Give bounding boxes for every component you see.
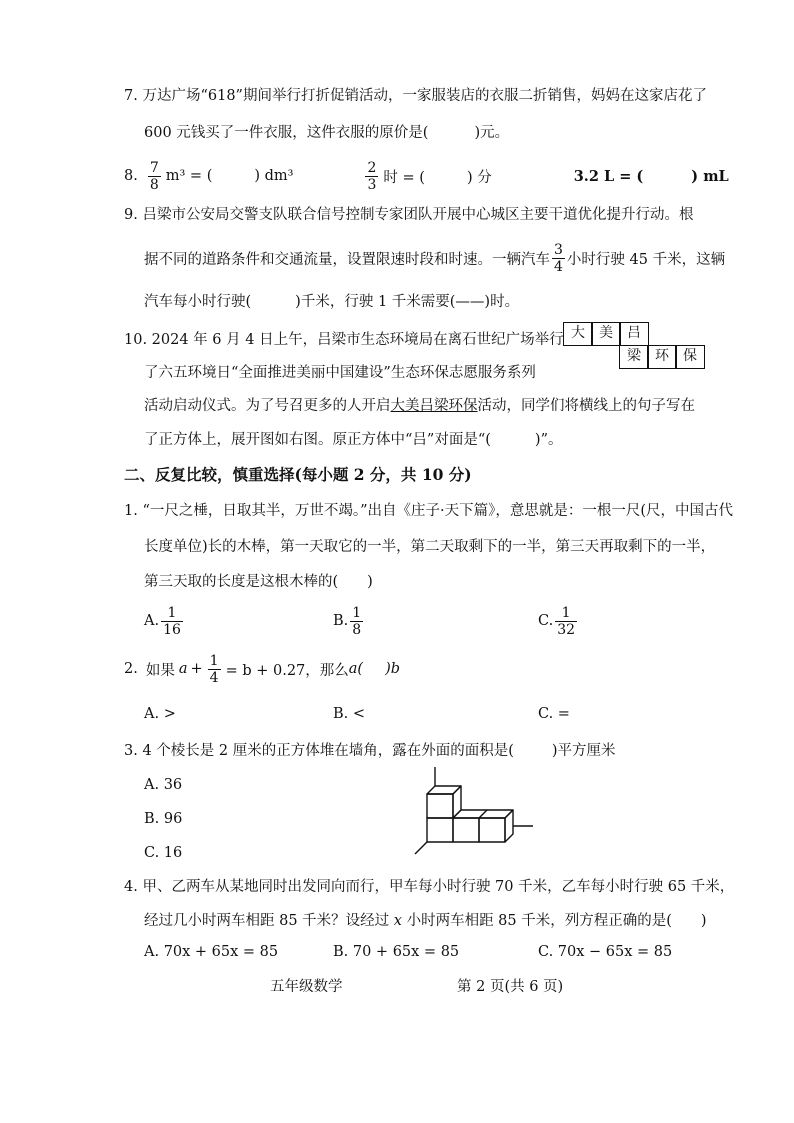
c2-start: 如果 (145, 662, 175, 679)
q10-line3 (144, 394, 695, 415)
c2-var-a: a (178, 661, 188, 677)
c1-c-frac: $\frac{1}{32}$ (557, 604, 576, 638)
c4-option-a[interactable]: A. 70x + 65x = 85 (144, 944, 279, 960)
c1-text2: 长度单位)长的木棒，第一天取它的一半，第二天取剩下的一半，第三天再取剩下的一半， (144, 539, 716, 555)
c3-option-a[interactable]: A. 36 (144, 777, 183, 793)
c4-line1 (124, 875, 734, 896)
q7-text2-end: )元。 (474, 125, 510, 141)
c3-line (124, 739, 616, 760)
q10-text3-underlined: 大美吕梁环保 (390, 398, 478, 414)
c1-number: 1. (124, 503, 138, 519)
q8-frac1: $\frac{7}{8}$ (149, 159, 159, 193)
q9-text1: 吕梁市公安局交警支队联合信号控制专家团队开展中心城区主要干道优化提升行动。根 (142, 207, 694, 223)
q9-number: 9. (124, 207, 138, 223)
footer-page-number: 第 2 页(共 6 页) (457, 979, 564, 995)
q9-text2: 据不同的道路条件和交通流量，设置限速时段和时速。一辆汽车 (144, 251, 550, 268)
c4-text1: 甲、乙两车从某地同时出发同向而行，甲车每小时行驶 70 千米，乙车每小时行驶 65 千米， (142, 879, 735, 895)
q9-frac: $\frac{3}{4}$ (554, 241, 563, 275)
q8-number: 8. (124, 168, 138, 184)
q10-line2 (144, 361, 536, 382)
c3-option-c[interactable]: C. 16 (144, 845, 183, 861)
q10-number: 10. (124, 332, 148, 348)
c1-option-b[interactable] (333, 600, 365, 642)
c1-a-label: A. (144, 613, 160, 629)
net-cell-mei: 美 (591, 322, 621, 346)
c2-option-a[interactable]: A. > (144, 706, 176, 722)
c4-text2: 经过几小时两车相距 85 千米？设经过 (144, 913, 390, 929)
q8-part3-end: ) mL (691, 167, 729, 185)
c4-var-x: x (393, 913, 402, 929)
c1-text1: “一尺之棰，日取其半，万世不竭。”出自《庄子·天下篇》，意思就是：一根一尺(尺，中国古代 (142, 503, 734, 519)
bottom-cube3-side (505, 810, 513, 842)
c4-number: 4. (124, 879, 138, 895)
q7-number: 7. (124, 88, 138, 104)
c2-frac: $\frac{1}{4}$ (209, 652, 219, 686)
q8-part2-end: ) 分 (466, 169, 492, 186)
cube-stack-figure (405, 762, 545, 858)
bottom-cube3-front (479, 818, 505, 842)
c4-option-b[interactable]: B. 70 + 65x = 85 (333, 944, 460, 960)
q10-line1 (124, 328, 564, 349)
section2-title: 二、反复比较，慎重选择 (124, 465, 295, 484)
q8-part1-unit: m³ = ( (165, 168, 213, 184)
c1-line3 (144, 570, 373, 591)
c3-option-b[interactable]: B. 96 (144, 811, 183, 827)
q7-line2 (144, 121, 509, 142)
q10-line4 (144, 428, 562, 449)
q9-line3 (144, 290, 519, 311)
c1-line2 (144, 535, 715, 556)
q8-frac2: $\frac{2}{3}$ (367, 159, 377, 193)
top-cube-top (427, 786, 461, 794)
q10-text3-end: 活动，同学们将横线上的句子写在 (477, 398, 695, 414)
net-cell-bao: 保 (675, 345, 705, 369)
net-cell-huan: 环 (647, 345, 677, 369)
c1-text3: 第三天取的长度是这根木棒的( ) (144, 574, 373, 590)
q9-line2 (144, 236, 725, 280)
q7-text: 万达广场“618”期间举行打折促销活动，一家服装店的衣服二折销售，妈妈在这家店花了 (142, 88, 707, 104)
q10-text3: 活动启动仪式。为了号召更多的人开启 (144, 398, 391, 414)
q10-text1: 2024 年 6 月 4 日上午，吕梁市生态环境局在离石世纪广场举行 (151, 332, 564, 348)
c1-line1 (124, 499, 733, 520)
net-cell-lv: 吕 (619, 322, 649, 346)
c4-option-c[interactable]: C. 70x − 65x = 85 (538, 944, 673, 960)
c2-option-b[interactable]: B. < (333, 706, 366, 722)
c3-text-end: )平方厘米 (551, 743, 616, 759)
c2-line (124, 648, 400, 690)
c2-number: 2. (124, 661, 138, 677)
q8-part2-unit: 时 = ( (383, 169, 425, 186)
c2-mid: = b + 0.27，那么 (225, 662, 349, 679)
c1-b-label: B. (333, 613, 349, 629)
footer-subject: 五年级数学 (270, 979, 343, 995)
c1-a-frac: $\frac{1}{16}$ (163, 604, 181, 638)
q9-text3-end: )千米，行驶 1 千米需要(——)时。 (295, 294, 520, 310)
q10-text4: 了正方体上，展开图如右图。原正方体中“吕”对面是“( (144, 432, 491, 448)
c4-line2 (144, 909, 707, 930)
q10-text2: 了六五环境日“全面推进美丽中国建设”生态环保志愿服务系列 (144, 365, 536, 381)
c4-text2-end: 小时两车相距 85 千米，列方程正确的是( ) (406, 913, 707, 929)
c1-b-frac: $\frac{1}{8}$ (352, 604, 362, 638)
c2-option-c[interactable]: C. = (538, 706, 570, 722)
q7-line1 (124, 84, 707, 105)
c2-plus: + (190, 661, 203, 677)
c3-text: 4 个棱长是 2 厘米的正方体堆在墙角，露在外面的面积是( (142, 743, 514, 759)
bottom-cube1-front (427, 818, 453, 842)
c1-option-a[interactable] (144, 600, 185, 642)
c1-c-label: C. (538, 613, 554, 629)
section2-note: (每小题 2 分，共 10 分) (294, 465, 472, 484)
q9-line1 (124, 203, 693, 224)
c2-end: )b (385, 661, 401, 677)
bottom-cube2-front (453, 818, 479, 842)
bottom-row-top-divider1 (479, 810, 487, 818)
c1-option-c[interactable] (538, 600, 579, 642)
top-cube-front (427, 794, 453, 818)
q10-text4-end: )”。 (534, 432, 563, 448)
q9-text2-end: 小时行驶 45 千米，这辆 (566, 251, 726, 268)
c3-number: 3. (124, 743, 138, 759)
net-cell-da: 大 (563, 322, 593, 346)
c2-var-a2: a( (348, 661, 364, 677)
q8-line (124, 156, 729, 196)
net-cell-liang: 梁 (619, 345, 649, 369)
q7-text2: 600 元钱买了一件衣服，这件衣服的原价是( (144, 125, 429, 141)
q8-part3-start: 3.2 L = ( (573, 167, 644, 185)
q8-part1-end: ) dm³ (254, 168, 294, 184)
section2-header (124, 463, 472, 485)
q9-text3: 汽车每小时行驶( (144, 294, 252, 310)
floor-axis (415, 842, 427, 854)
